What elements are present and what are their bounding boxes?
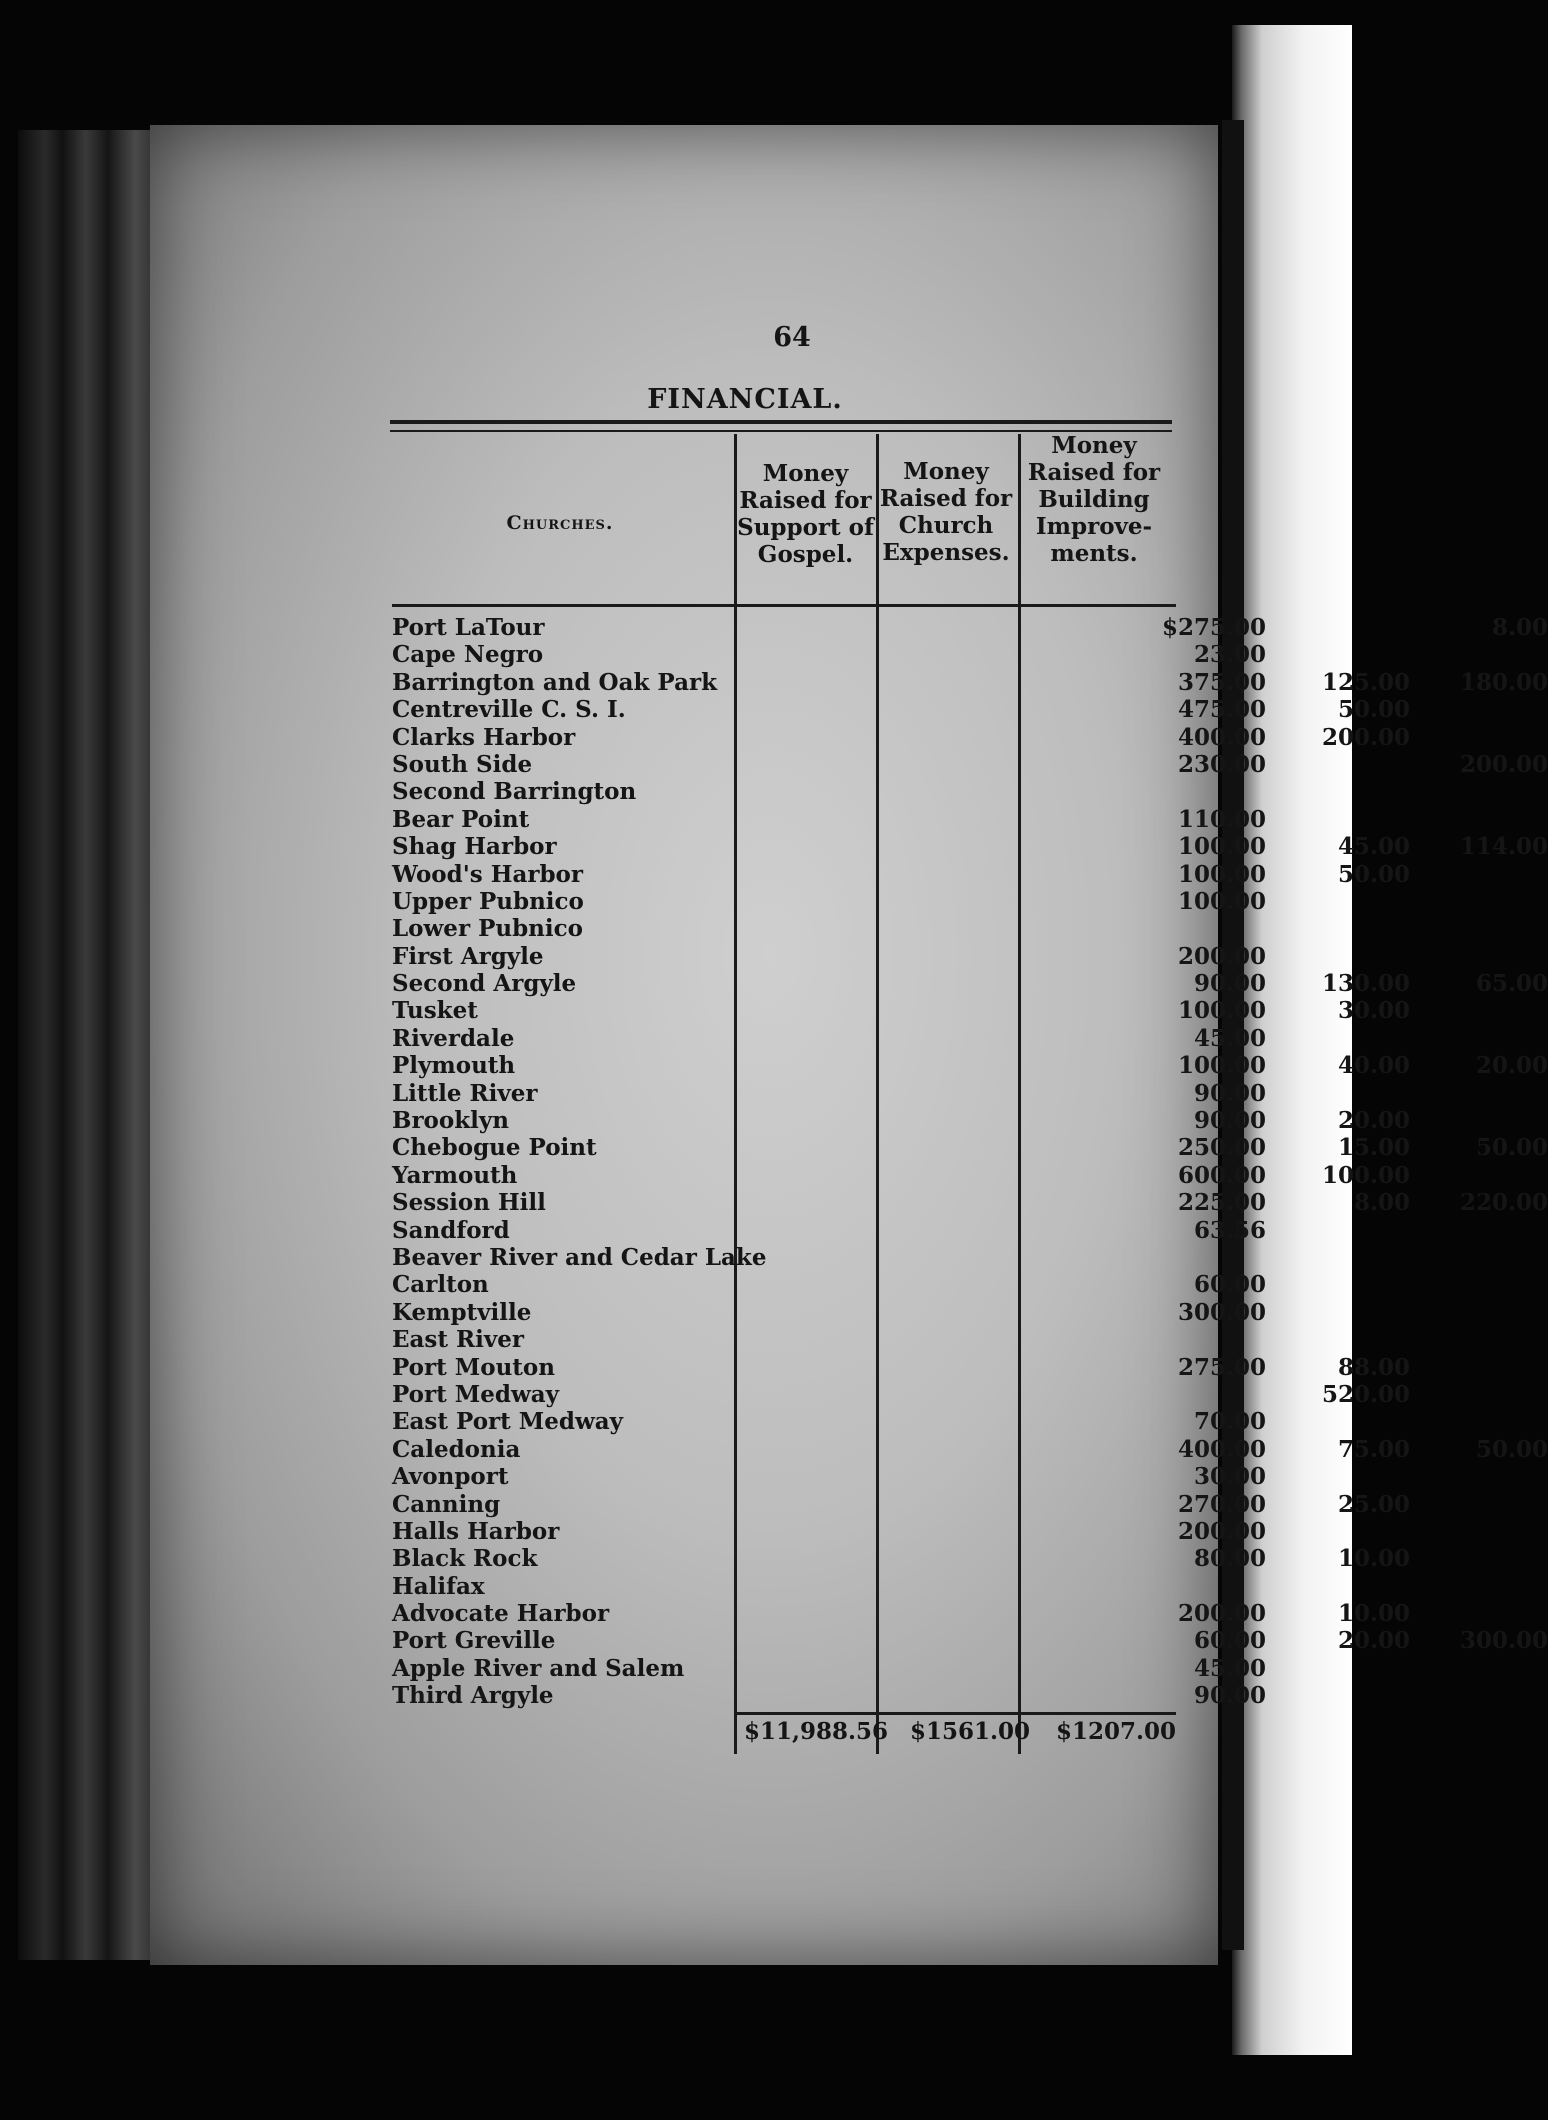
expenses-value: 200.00 (1321, 723, 1410, 751)
table-row (392, 750, 1548, 778)
totals-row (0, 1718, 1352, 1748)
table-row (392, 887, 1266, 915)
expenses-value: 15.00 (1337, 1134, 1410, 1162)
table-row (392, 614, 1548, 641)
church-name: Caledonia (392, 1435, 521, 1463)
expenses-value: 30.00 (1337, 997, 1410, 1025)
support-of-gospel-header: Money Raised for Support of Gospel. (737, 460, 874, 568)
church-name: Port Mouton (392, 1353, 555, 1381)
church-name: Second Argyle (392, 970, 577, 998)
expenses-value: 20.00 (1337, 1627, 1410, 1655)
expenses-value: 8.00 (1353, 1189, 1410, 1217)
church-name: Cape Negro (392, 641, 544, 669)
church-name: Little River (392, 1079, 538, 1107)
table-row (392, 1353, 1410, 1381)
expenses-value: 75.00 (1337, 1435, 1410, 1463)
church-name: Session Hill (392, 1189, 546, 1217)
support-value: 230.00 (1177, 750, 1266, 778)
page-title: FINANCIAL. (647, 384, 843, 415)
expenses-value: 20.00 (1337, 1107, 1410, 1135)
church-name: Shag Harbor (392, 833, 557, 861)
table-row (392, 1463, 1266, 1491)
table-row (392, 668, 1548, 696)
support-value: 110.00 (1177, 805, 1266, 833)
support-value: 375.00 (1177, 668, 1266, 696)
book-spine (18, 130, 168, 1960)
building-value: 220.00 (1459, 1189, 1548, 1217)
church-name: Black Rock (392, 1545, 538, 1573)
support-value: 200.00 (1177, 1517, 1266, 1545)
church-name: Halifax (392, 1572, 485, 1600)
building-value: 50.00 (1475, 1435, 1548, 1463)
support-value: 275.00 (1177, 1353, 1266, 1381)
building-value: 50.00 (1475, 1134, 1548, 1162)
support-value: 250.00 (1177, 1134, 1266, 1162)
table-row (392, 942, 1266, 970)
table-row (392, 1408, 1266, 1436)
support-value: 80.00 (1193, 1545, 1266, 1573)
support-value: 45.00 (1193, 1024, 1266, 1052)
table-row (392, 1627, 1548, 1655)
church-name: Tusket (392, 997, 478, 1025)
church-name: Bear Point (392, 805, 530, 833)
table-row (392, 1161, 1410, 1189)
total-support: $11,988.56 (743, 1718, 888, 1745)
support-value: 90.00 (1193, 970, 1266, 998)
support-value: 60.00 (1193, 1627, 1266, 1655)
total-building: $1207.00 (1055, 1718, 1176, 1745)
header-rule (392, 604, 1176, 607)
support-value: 400.00 (1177, 723, 1266, 751)
table-row (392, 1600, 1410, 1628)
table-row (392, 860, 1410, 888)
support-value: 300.00 (1177, 1298, 1266, 1326)
church-name: Sandford (392, 1216, 510, 1244)
table-row (392, 1134, 1548, 1162)
church-name: Second Barrington (392, 778, 637, 806)
church-name: Wood's Harbor (392, 860, 584, 888)
table-row (392, 1189, 1548, 1217)
table-row (392, 1079, 1266, 1107)
church-name: Advocate Harbor (392, 1600, 610, 1628)
support-value: 90.00 (1193, 1107, 1266, 1135)
church-name: Centreville C. S. I. (392, 696, 626, 724)
church-name: Avonport (392, 1463, 509, 1491)
support-value: 600.00 (1177, 1161, 1266, 1189)
expenses-value: 10.00 (1337, 1545, 1410, 1573)
church-name: Apple River and Salem (392, 1654, 685, 1682)
church-name: Port Greville (392, 1627, 556, 1655)
church-name: Plymouth (392, 1052, 516, 1080)
table-row (392, 1052, 1548, 1080)
building-value: 20.00 (1475, 1052, 1548, 1080)
church-name: Halls Harbor (392, 1517, 560, 1545)
table-row (392, 1024, 1266, 1052)
church-name: Brooklyn (392, 1107, 509, 1135)
building-value: 180.00 (1459, 668, 1548, 696)
churches-header: Churches. (506, 512, 614, 534)
building-value: 200.00 (1459, 750, 1548, 778)
table-row (392, 1298, 1266, 1326)
expenses-value: 50.00 (1337, 860, 1410, 888)
table-row (392, 805, 1266, 833)
church-name: Chebogue Point (392, 1134, 597, 1162)
table-row (392, 1380, 1410, 1408)
support-value: 100.00 (1177, 1052, 1266, 1080)
church-name: Port Medway (392, 1380, 560, 1408)
expenses-value: 40.00 (1337, 1052, 1410, 1080)
church-expenses-header: Money Raised for Church Expenses. (879, 458, 1013, 566)
church-name: Riverdale (392, 1024, 515, 1052)
table-row (392, 1326, 1192, 1353)
support-value: 100.00 (1177, 887, 1266, 915)
church-name: East Port Medway (392, 1408, 624, 1436)
table-row (392, 1573, 1192, 1600)
support-value: 45.00 (1193, 1654, 1266, 1682)
church-name: South Side (392, 750, 533, 778)
support-value: 70.00 (1193, 1408, 1266, 1436)
table-row (392, 696, 1410, 724)
church-name: Clarks Harbor (392, 723, 576, 751)
church-name: Beaver River and Cedar Lake (392, 1243, 767, 1271)
support-value: 63.56 (1193, 1216, 1266, 1244)
expenses-value: 45.00 (1337, 833, 1410, 861)
church-name: First Argyle (392, 942, 544, 970)
totals-rule (736, 1712, 1176, 1715)
support-value: 400.00 (1177, 1435, 1266, 1463)
table-row (392, 1654, 1266, 1682)
support-value: 90.00 (1193, 1682, 1266, 1710)
title-rule-top (390, 420, 1172, 424)
table-row (392, 1490, 1410, 1518)
church-name: Upper Pubnico (392, 887, 584, 915)
building-value: 114.00 (1459, 833, 1548, 861)
building-improvements-header: Money Raised for Building Improve- ments. (1027, 432, 1161, 567)
support-value: 100.00 (1177, 833, 1266, 861)
page-number: 64 (773, 322, 811, 353)
table-row (392, 723, 1410, 751)
support-value: 100.00 (1177, 860, 1266, 888)
table-row (392, 1545, 1410, 1573)
table-row (392, 1244, 1192, 1271)
expenses-value: 100.00 (1321, 1161, 1410, 1189)
support-value: 200.00 (1177, 942, 1266, 970)
expenses-value: 520.00 (1321, 1380, 1410, 1408)
financial-table-body (392, 614, 1548, 1710)
support-value: 100.00 (1177, 997, 1266, 1025)
expenses-value: 130.00 (1321, 970, 1410, 998)
church-name: Barrington and Oak Park (392, 668, 718, 696)
table-row (392, 1216, 1266, 1244)
support-value: 30.00 (1193, 1463, 1266, 1491)
support-value: $275.00 (1161, 614, 1266, 641)
expenses-value: 25.00 (1337, 1490, 1410, 1518)
support-value: 200.00 (1177, 1600, 1266, 1628)
expenses-value: 88.00 (1337, 1353, 1410, 1381)
expenses-value: 50.00 (1337, 696, 1410, 724)
church-name: Yarmouth (392, 1161, 518, 1189)
table-row (392, 1682, 1266, 1710)
table-row (392, 1107, 1410, 1135)
building-value: 300.00 (1459, 1627, 1548, 1655)
church-name: Lower Pubnico (392, 915, 583, 943)
building-value: 65.00 (1475, 970, 1548, 998)
table-row (392, 1271, 1266, 1299)
support-value: 23.00 (1193, 641, 1266, 669)
support-value: 225.00 (1177, 1189, 1266, 1217)
church-name: East River (392, 1326, 524, 1354)
table-row (392, 833, 1548, 861)
table-row (392, 778, 1192, 805)
church-name: Third Argyle (392, 1682, 554, 1710)
table-row (392, 1435, 1548, 1463)
church-name: Canning (392, 1490, 501, 1518)
church-name: Carlton (392, 1271, 489, 1299)
total-expenses: $1561.00 (909, 1718, 1030, 1745)
church-name: Port LaTour (392, 614, 545, 641)
table-row (392, 997, 1410, 1025)
table-row (392, 915, 1192, 942)
church-name: Kemptville (392, 1298, 532, 1326)
building-value: 8.00 (1491, 614, 1548, 641)
table-row (392, 641, 1266, 669)
support-value: 60.00 (1193, 1271, 1266, 1299)
support-value: 270.00 (1177, 1490, 1266, 1518)
support-value: 90.00 (1193, 1079, 1266, 1107)
table-row (392, 1517, 1266, 1545)
expenses-value: 125.00 (1321, 668, 1410, 696)
expenses-value: 10.00 (1337, 1600, 1410, 1628)
support-value: 475.00 (1177, 696, 1266, 724)
table-row (392, 970, 1548, 998)
